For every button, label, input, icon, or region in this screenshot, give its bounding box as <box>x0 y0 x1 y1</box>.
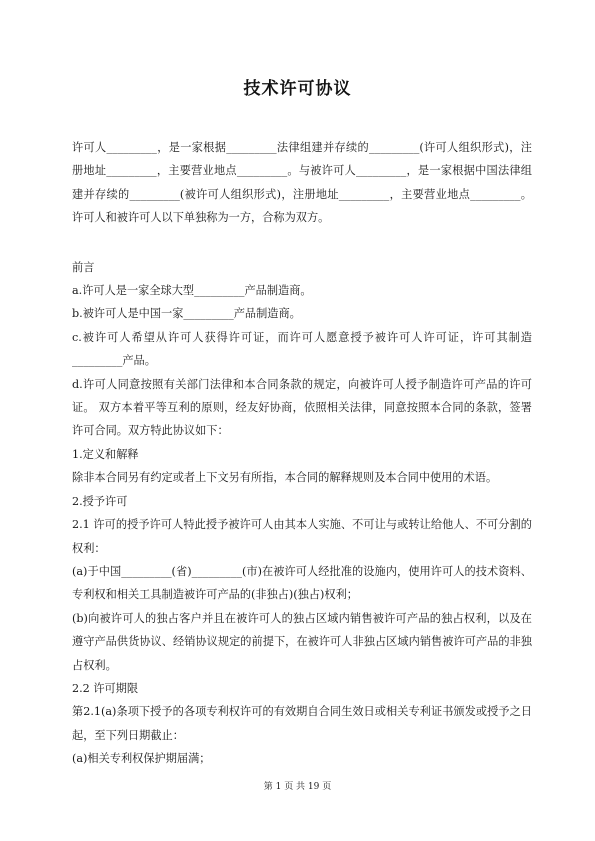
section-1-text: 除非本合同另有约定或者上下文另有所指，本合同的解释规则及本合同中使用的术语。 <box>72 471 498 485</box>
clause-2-2-a: (a)相关专利权保护期届满； <box>72 752 211 766</box>
preface-item-d: d.许可人同意按照有关部门法律和本合同条款的规定，向被许可人授予制造许可产品的许可证。 双方本着平等互利的原则，经友好协商，依照相关法律，同意按照本合同的条款，签署许可合同。双方特此协议如下： <box>72 377 532 438</box>
clause-2-1: 2.1 许可的授予许可人特此授予被许可人由其本人实施、不可让与或转让给他人、不可分割的权利： <box>72 518 532 555</box>
preface-item-a: a.许可人是一家全球大型_________产品制造商。 <box>72 284 312 298</box>
clause-2-1-b: (b)向被许可人的独占客户并且在被许可人的独占区域内销售被许可产品的独占权利，以及在遵守产品供货协议、经销协议规定的前提下，在被许可人非独占区域内销售被许可产品的非独占权利。 <box>72 611 532 672</box>
page-number: 第 1 页 共 19 页 <box>263 782 332 792</box>
intro-paragraph: 许可人_________，是一家根据_________法律组建并存续的_________(许可人组织形式)，注册地址_________，主要营业地点_________。与被许可人_________，是一家根据中国法律组建并存续的_________(被许可人组织形式)，注册地址_________，主要营业地点_________。许可人和被许可人以下单独称为一方，合称为双方。 <box>72 141 532 225</box>
document-title: 技术许可协议 <box>243 79 352 99</box>
clause-2-2-heading: 2.2 许可期限 <box>72 681 139 695</box>
preface-heading: 前言 <box>72 260 95 274</box>
clause-2-1-a: (a)于中国_________(省)_________(市)在被许可人经批准的设施内，使用许可人的技术资料、专利权和相关工具制造被许可产品的(非独占)(独占)权利； <box>72 564 532 602</box>
section-1-heading: 1.定义和解释 <box>72 447 139 461</box>
document-body <box>72 136 532 771</box>
clause-2-2-text: 第2.1(a)条项下授予的各项专利权许可的有效期自合同生效日或相关专利证书颁发或授予之日起，至下列日期截止： <box>72 705 532 742</box>
preface-item-c: c.被许可人希望从许可人获得许可证，而许可人愿意授予被许可人许可证，许可其制造_________产品。 <box>72 330 532 368</box>
section-2-heading: 2.授予许可 <box>72 494 128 508</box>
preface-item-b: b.被许可人是中国一家_________产品制造商。 <box>72 307 301 321</box>
